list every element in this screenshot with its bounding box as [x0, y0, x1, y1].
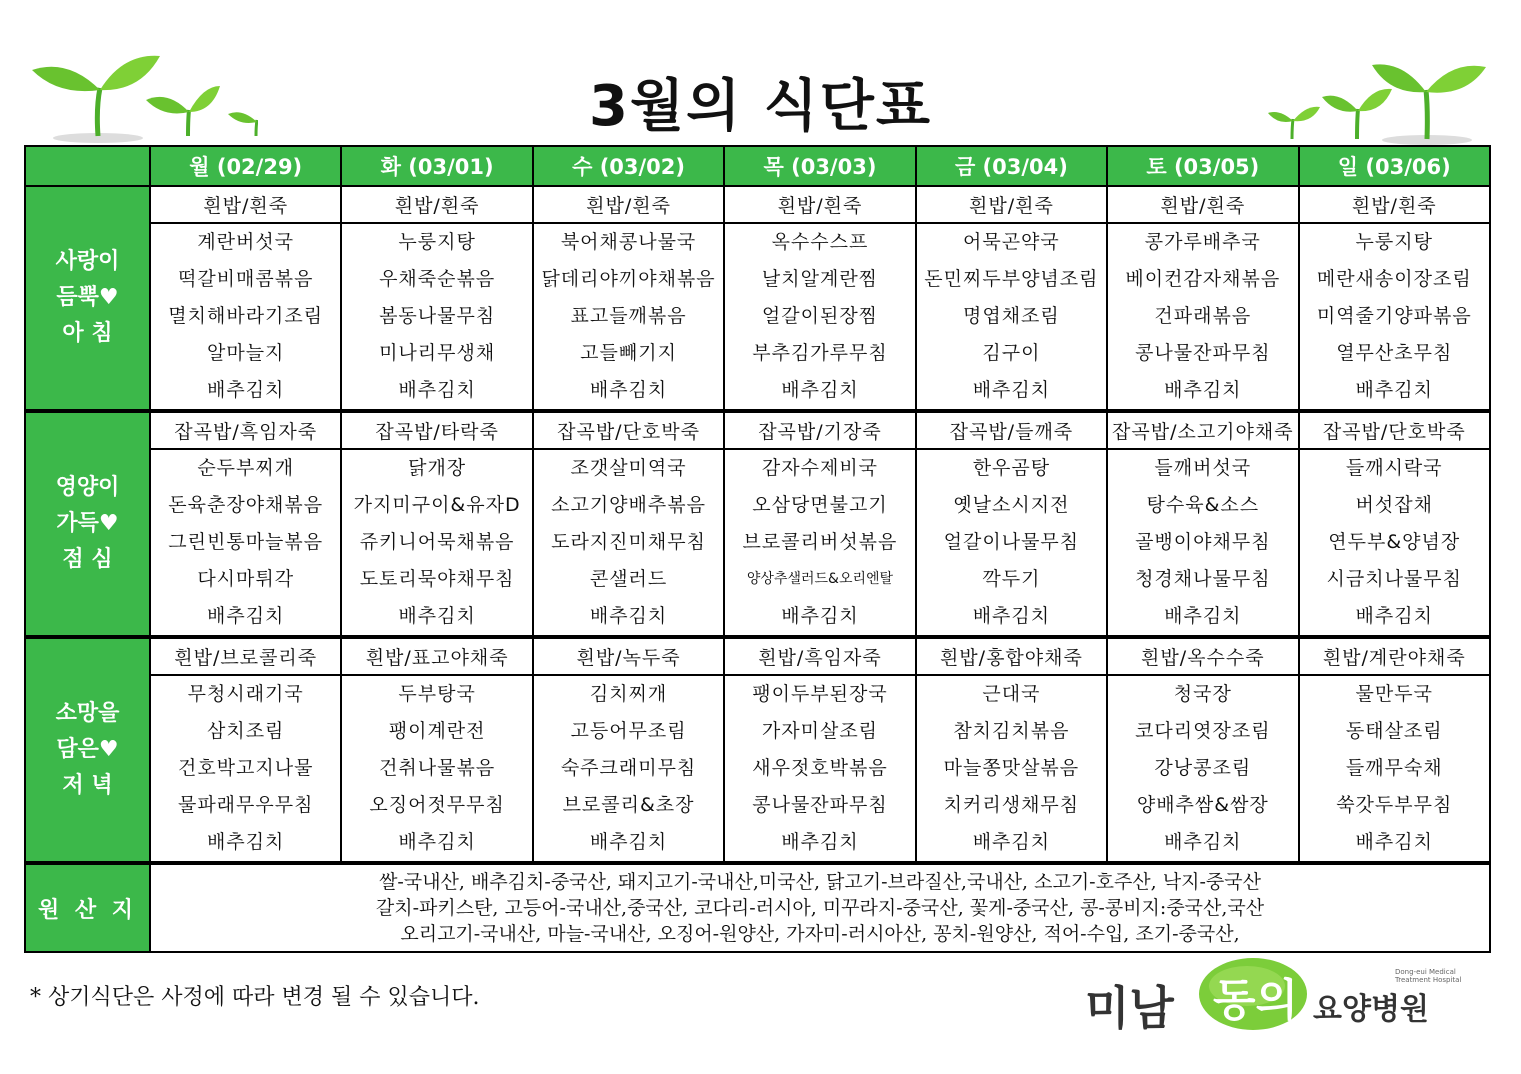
- dish-item: 얼갈이된장찜: [761, 305, 879, 327]
- hospital-logo: [1085, 950, 1485, 1040]
- day-header: 목 (03/03): [724, 146, 915, 186]
- day-header: 월 (02/29): [150, 146, 341, 186]
- dish-item: 마늘쫑맛살볶음: [943, 757, 1080, 779]
- dish-item: 콩나물잔파무침: [752, 794, 888, 816]
- meal-label-line: 사랑이: [55, 249, 120, 274]
- rice-porridge-cell: 흰밥/흰죽: [916, 186, 1107, 223]
- meal-body: [25, 186, 1490, 863]
- dish-item: 순두부찌개: [197, 457, 295, 479]
- dish-item: 쑥갓두부무침: [1336, 794, 1453, 816]
- dish-item: 배추김치: [589, 605, 668, 627]
- dishes-cell: [724, 675, 915, 863]
- rice-porridge-cell: 흰밥/흑임자죽: [724, 637, 915, 675]
- dish-item: 떡갈비매콤볶음: [177, 268, 314, 290]
- dish-item: 숙주크래미무침: [560, 757, 697, 779]
- logo-english: Dong-eui Medical Treatment Hospital: [1395, 968, 1462, 984]
- dishes-cell: [1107, 223, 1298, 411]
- dish-item: 콩가루배추국: [1144, 231, 1261, 253]
- dish-item: 돈육춘장야채볶음: [168, 494, 324, 516]
- dish-item: 배추김치: [589, 831, 668, 853]
- meal-label: [25, 411, 150, 637]
- menu-table: [24, 145, 1491, 953]
- dish-item: 콘샐러드: [589, 568, 668, 590]
- dish-item: 양상추샐러드&오리엔탈: [746, 571, 894, 587]
- dish-item: 도토리묵야채무침: [359, 568, 515, 590]
- meal-label: [25, 637, 150, 863]
- dish-item: 고등어무조림: [570, 720, 687, 742]
- dish-item: 시금치나물무침: [1326, 568, 1462, 590]
- day-header: 수 (03/02): [533, 146, 724, 186]
- dish-item: 얼갈이나물무침: [943, 531, 1080, 553]
- dishes-cell: [533, 449, 724, 637]
- dish-item: 건호박고지나물: [177, 757, 314, 779]
- dish-item: 삼치조림: [207, 720, 285, 742]
- dishes-cell: [1107, 449, 1298, 637]
- meal-label-line: 점 심: [62, 547, 113, 572]
- dish-item: 오삼당면불고기: [752, 494, 888, 516]
- dish-item: 어묵곤약국: [963, 231, 1060, 253]
- dish-item: 배추김치: [398, 379, 476, 401]
- dish-item: 버섯잡채: [1355, 494, 1433, 516]
- dish-item: 팽이계란전: [388, 720, 486, 742]
- dish-item: 브로콜리버섯볶음: [742, 531, 898, 553]
- dish-item: 두부탕국: [398, 683, 476, 705]
- meal-label-line: 가득♥: [56, 511, 119, 536]
- dish-item: 연두부&양념장: [1328, 531, 1461, 553]
- dish-item: 알마늘지: [207, 342, 285, 364]
- rice-porridge-cell: 흰밥/계란야채죽: [1299, 637, 1490, 675]
- dish-item: 청경채나물무침: [1135, 568, 1271, 590]
- day-header: 금 (03/04): [916, 146, 1107, 186]
- origin-label: 원 산 지: [25, 863, 150, 952]
- dishes-cell: [1299, 223, 1490, 411]
- dish-item: 배추김치: [1164, 379, 1242, 401]
- dishes-cell: [533, 675, 724, 863]
- dish-item: 계란버섯국: [197, 231, 295, 253]
- dishes-cell: [916, 675, 1107, 863]
- dish-item: 청국장: [1173, 683, 1232, 705]
- dishes-cell: [341, 449, 532, 637]
- dish-item: 쥬키니어묵채볶음: [359, 531, 515, 553]
- origin-line: 오리고기-국내산, 마늘-국내산, 오징어-원양산, 가자미-러시아산, 꽁치-원양산, 적어-수입, 조기-중국산,: [400, 923, 1240, 945]
- dish-item: 팽이두부된장국: [752, 683, 888, 705]
- logo-text-circle: 동의: [1213, 975, 1299, 1026]
- meal-label: [25, 186, 150, 411]
- day-header: 일 (03/06): [1299, 146, 1490, 186]
- rice-porridge-cell: 잡곡밥/기장죽: [724, 411, 915, 449]
- dish-item: 가지미구이&유자D: [353, 494, 521, 516]
- dish-item: 김치찌개: [589, 683, 668, 705]
- dishes-cell: [916, 223, 1107, 411]
- dish-item: 들깨시락국: [1345, 457, 1443, 479]
- dish-item: 골뱅이야채무침: [1135, 531, 1271, 553]
- rice-porridge-cell: 흰밥/흰죽: [724, 186, 915, 223]
- dish-item: 배추김치: [972, 379, 1051, 401]
- dishes-cell: [1299, 675, 1490, 863]
- dishes-cell: [341, 223, 532, 411]
- dishes-cell: [341, 675, 532, 863]
- dish-item: 배추김치: [207, 605, 285, 627]
- rice-porridge-cell: 잡곡밥/소고기야채죽: [1107, 411, 1298, 449]
- dishes-cell: [916, 449, 1107, 637]
- dish-item: 가자미살조림: [761, 720, 879, 742]
- dish-item: 배추김치: [398, 831, 476, 853]
- origin-line: 쌀-국내산, 배추김치-중국산, 돼지고기-국내산,미국산, 닭고기-브라질산,국내산, 소고기-호주산, 낙지-중국산: [379, 871, 1261, 893]
- dishes-cell: [150, 449, 341, 637]
- dish-item: 미나리무생채: [379, 342, 496, 364]
- logo-text-left: 미남: [1085, 981, 1174, 1035]
- dish-item: 소고기양배추볶음: [551, 494, 706, 516]
- dish-item: 무청시래기국: [187, 683, 304, 705]
- meal-label-line: 저 녁: [62, 773, 113, 798]
- dish-item: 누룽지탕: [1355, 231, 1433, 253]
- dishes-cell: [724, 449, 915, 637]
- dishes-row: [25, 675, 1490, 863]
- rice-porridge-cell: 흰밥/흰죽: [1299, 186, 1490, 223]
- dishes-row: [25, 449, 1490, 637]
- dish-item: 그린빈통마늘볶음: [168, 531, 324, 553]
- dish-item: 물만두국: [1355, 683, 1433, 705]
- dish-item: 누룽지탕: [398, 231, 476, 253]
- dish-item: 옛날소시지전: [953, 494, 1070, 516]
- origin-row: [25, 863, 1490, 952]
- dish-item: 열무산초무침: [1336, 342, 1453, 364]
- rice-porridge-cell: 흰밥/흰죽: [341, 186, 532, 223]
- dish-item: 콩나물잔파무침: [1135, 342, 1271, 364]
- dish-item: 오징어젓무무침: [369, 794, 505, 816]
- dish-item: 멸치해바라기조림: [168, 305, 324, 327]
- dish-item: 부추김가루무침: [752, 342, 888, 364]
- dish-item: 북어채콩나물국: [560, 231, 697, 253]
- porridge-row: [25, 637, 1490, 675]
- dish-item: 표고들깨볶음: [570, 305, 687, 327]
- dish-item: 배추김치: [1355, 605, 1433, 627]
- dish-item: 배추김치: [1164, 605, 1242, 627]
- dish-item: 배추김치: [207, 379, 285, 401]
- dishes-cell: [150, 675, 341, 863]
- logo-text-right: 요양병원: [1313, 992, 1429, 1027]
- dish-item: 새우젓호박볶음: [752, 757, 888, 779]
- page-title: 3월의 식단표: [589, 74, 932, 139]
- dish-item: 양배추쌈&쌈장: [1136, 794, 1269, 816]
- dish-item: 물파래무우무침: [177, 794, 314, 816]
- origin-line: 갈치-파키스탄, 고등어-국내산,중국산, 코다리-러시아, 미꾸라지-중국산, 꽃게-중국산, 콩-콩비지:중국산,국산: [375, 897, 1265, 919]
- dish-item: 건취나물볶음: [379, 757, 496, 779]
- rice-porridge-cell: 흰밥/브로콜리죽: [150, 637, 341, 675]
- dish-item: 배추김치: [207, 831, 285, 853]
- dish-item: 감자수제비국: [761, 457, 879, 479]
- rice-porridge-cell: 잡곡밥/단호박죽: [1299, 411, 1490, 449]
- rice-porridge-cell: 잡곡밥/들깨죽: [916, 411, 1107, 449]
- rice-porridge-cell: 흰밥/표고야채죽: [341, 637, 532, 675]
- dish-item: 고들빼기지: [580, 342, 677, 364]
- rice-porridge-cell: 흰밥/옥수수죽: [1107, 637, 1298, 675]
- corner-cell: [25, 146, 150, 186]
- dish-item: 배추김치: [1355, 379, 1433, 401]
- dish-item: 닭데리야끼야채볶음: [541, 268, 716, 290]
- dish-item: 봄동나물무침: [379, 305, 496, 327]
- dish-item: 들깨버섯국: [1154, 457, 1252, 479]
- dishes-cell: [150, 223, 341, 411]
- dish-item: 브로콜리&초장: [562, 794, 695, 816]
- dish-item: 닭개장: [408, 457, 467, 479]
- dish-item: 들깨무숙채: [1345, 757, 1443, 779]
- dish-item: 베이컨감자채볶음: [1125, 268, 1281, 290]
- dish-item: 배추김치: [781, 605, 859, 627]
- meal-label-line: 소망을: [55, 701, 120, 726]
- dishes-cell: [533, 223, 724, 411]
- dish-item: 날치알계란찜: [761, 268, 879, 290]
- rice-porridge-cell: 흰밥/홍합야채죽: [916, 637, 1107, 675]
- dish-item: 배추김치: [972, 605, 1051, 627]
- dish-item: 강낭콩조림: [1154, 757, 1252, 779]
- rice-porridge-cell: 잡곡밥/흑임자죽: [150, 411, 341, 449]
- dishes-cell: [1107, 675, 1298, 863]
- dish-item: 돈민찌두부양념조림: [924, 268, 1099, 290]
- dish-item: 배추김치: [398, 605, 476, 627]
- dishes-cell: [724, 223, 915, 411]
- dish-item: 동태살조림: [1345, 720, 1443, 742]
- meal-label-line: 담은♥: [56, 737, 119, 762]
- origin-content: [150, 863, 1490, 952]
- dish-item: 건파래볶음: [1154, 305, 1252, 327]
- meal-label-line: 영양이: [55, 475, 120, 500]
- rice-porridge-cell: 잡곡밥/타락죽: [341, 411, 532, 449]
- day-header: 토 (03/05): [1107, 146, 1298, 186]
- dish-item: 김구이: [982, 342, 1041, 364]
- rice-porridge-cell: 흰밥/흰죽: [150, 186, 341, 223]
- dish-item: 우채죽순볶음: [379, 268, 496, 290]
- porridge-row: [25, 411, 1490, 449]
- meal-label-line: 아 침: [62, 321, 113, 346]
- meal-label-line: 듬뿍♥: [56, 285, 119, 310]
- dishes-cell: [1299, 449, 1490, 637]
- dish-item: 도라지진미채무침: [551, 531, 706, 553]
- dish-item: 깍두기: [982, 568, 1041, 590]
- rice-porridge-cell: 흰밥/녹두죽: [533, 637, 724, 675]
- dish-item: 메란새송이장조림: [1316, 268, 1472, 290]
- dish-item: 배추김치: [972, 831, 1051, 853]
- dishes-row: [25, 223, 1490, 411]
- dish-item: 배추김치: [781, 831, 859, 853]
- day-header: 화 (03/01): [341, 146, 532, 186]
- dish-item: 배추김치: [781, 379, 859, 401]
- rice-porridge-cell: 흰밥/흰죽: [533, 186, 724, 223]
- dish-item: 근대국: [982, 683, 1041, 705]
- dish-item: 옥수수스프: [771, 231, 869, 253]
- dish-item: 조갯살미역국: [570, 457, 687, 479]
- dish-item: 코다리엿장조림: [1135, 720, 1271, 742]
- dish-item: 배추김치: [589, 379, 668, 401]
- dish-item: 미역줄기양파볶음: [1316, 305, 1472, 327]
- dish-item: 배추김치: [1164, 831, 1242, 853]
- dish-item: 탕수육&소스: [1146, 494, 1260, 516]
- dish-item: 다시마튀각: [197, 568, 295, 590]
- dish-item: 한우곰탕: [972, 457, 1051, 479]
- notice-text: * 상기식단은 사정에 따라 변경 될 수 있습니다.: [30, 985, 480, 1010]
- dish-item: 명엽채조림: [963, 305, 1060, 327]
- porridge-row: [25, 186, 1490, 223]
- rice-porridge-cell: 잡곡밥/단호박죽: [533, 411, 724, 449]
- dish-item: 치커리생채무침: [943, 794, 1080, 816]
- day-header-row: [25, 146, 1490, 186]
- dish-item: 배추김치: [1355, 831, 1433, 853]
- dish-item: 참치김치볶음: [953, 720, 1070, 742]
- rice-porridge-cell: 흰밥/흰죽: [1107, 186, 1298, 223]
